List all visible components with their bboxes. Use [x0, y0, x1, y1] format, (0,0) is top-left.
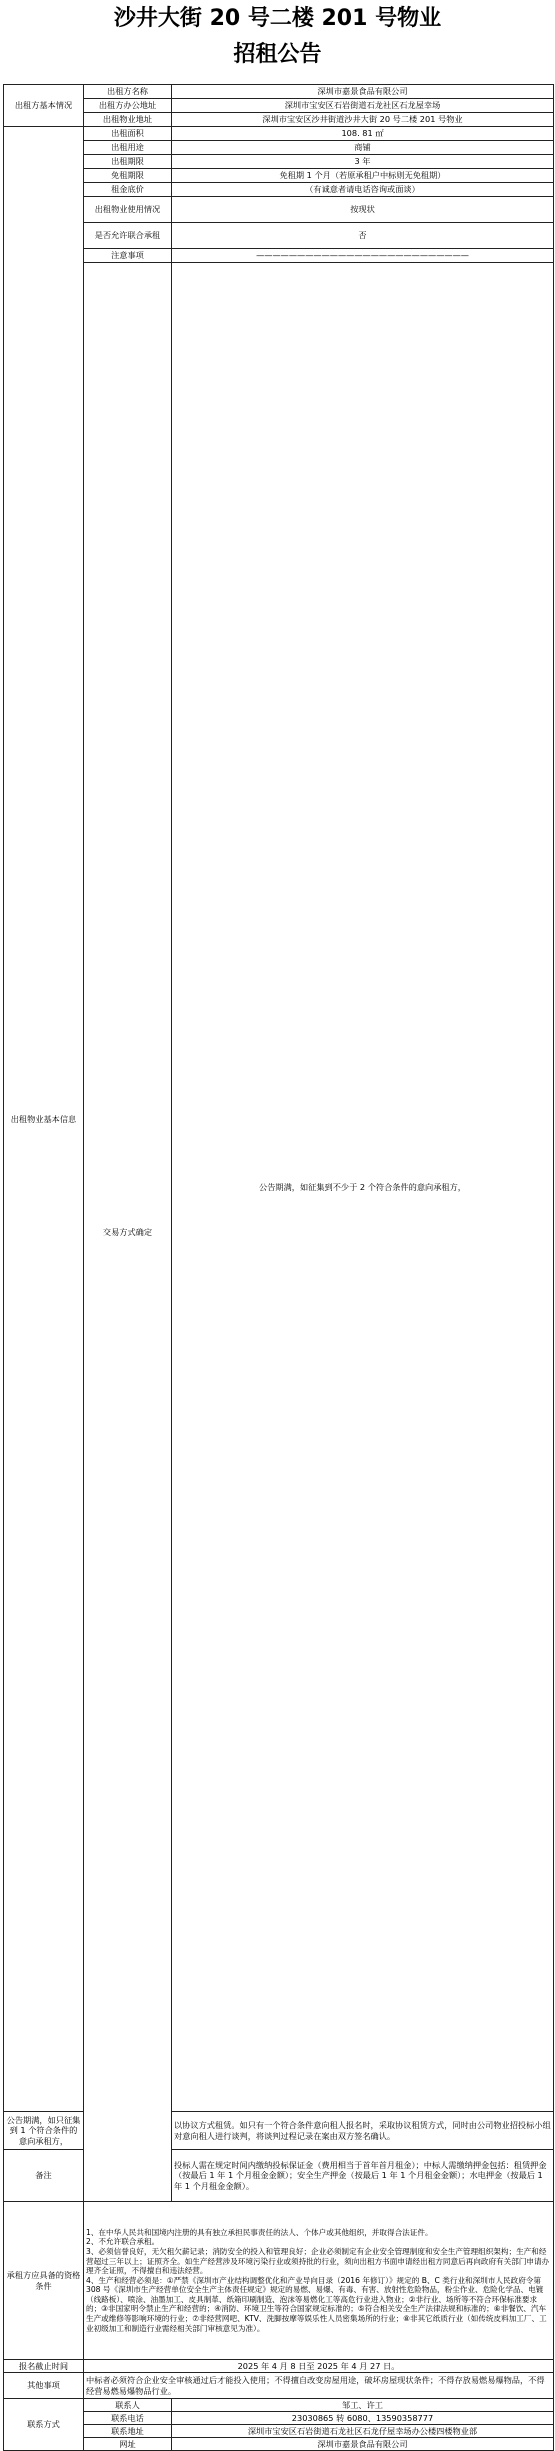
rent-value: （有诚意者请电话咨询或面谈） — [172, 183, 554, 197]
free-period-value: 免租期 1 个月（若原承租户中标则无免租期） — [172, 169, 554, 183]
deadline-text: 2025 年 4 月 8 日至 2025 年 4 月 27 日。 — [84, 2360, 554, 2373]
qualification-section-label: 承租方应具备的资格条件 — [4, 2202, 84, 2360]
property-address: 深圳市宝安区沙井街道沙井大街 20 号二楼 201 号物业 — [172, 113, 554, 127]
status-value: 按现状 — [172, 197, 554, 223]
lessor-office-label: 出租方办公地址 — [84, 99, 172, 113]
term-label: 出租期限 — [84, 155, 172, 169]
property-section-label: 出租物业基本信息 — [4, 127, 84, 2112]
remark-label: 备注 — [4, 2150, 84, 2202]
contact-section-label: 联系方式 — [4, 2399, 84, 2451]
doc-title-line2: 招租公告 — [233, 42, 322, 67]
contact-person: 邹工、许工 — [172, 2399, 554, 2412]
area-label: 出租面积 — [84, 127, 172, 141]
deadline-label: 报名截止时间 — [4, 2360, 84, 2373]
contact-person-label: 联系人 — [84, 2399, 172, 2412]
contact-phone-label: 联系电话 — [84, 2412, 172, 2425]
lessor-name-label: 出租方名称 — [84, 85, 172, 99]
status-label: 出租物业使用情况 — [84, 197, 172, 223]
website-value: 深圳市嘉景食品有限公司 — [172, 2438, 554, 2451]
property-address-label: 出租物业地址 — [84, 113, 172, 127]
notice-table — [3, 84, 554, 2451]
option2-label: 公告期满，如只征集到 1 个符合条件的意向承租方， — [4, 2112, 84, 2150]
free-period-label: 免租期限 — [84, 169, 172, 183]
notes-label: 注意事项 — [84, 249, 172, 263]
option2-text: 以协议方式租赁。如只有一个符合条件意向租人报名时，采取协议租赁方式，同时由公司物业招投标小组对意向租人进行谈判，将谈判过程记录在案由双方签名确认。 — [172, 2112, 554, 2150]
area-value: 108. 81 ㎡ — [172, 127, 554, 141]
option1-label: 公告期满，如征集到不少于 2 个符合条件的意向承租方， — [172, 263, 554, 2112]
transaction-section-label: 交易方式确定 — [84, 263, 172, 2202]
other-matters-label: 其他事项 — [4, 2373, 84, 2399]
notes-value: —————————————————————————— — [172, 249, 554, 263]
lessor-office: 深圳市宝安区石岩街道石龙社区石龙屋幸场 — [172, 99, 554, 113]
contact-address: 深圳市宝安区石岩街道石龙社区石龙仔屋幸场办公楼四楼物业部 — [172, 2425, 554, 2438]
joint-lease-value: 否 — [172, 223, 554, 249]
contact-phone: 23030865 转 6080、13590358777 — [172, 2412, 554, 2425]
contact-address-label: 联系地址 — [84, 2425, 172, 2438]
lessor-section-label: 出租方基本情况 — [4, 85, 84, 127]
website-label: 网址 — [84, 2438, 172, 2451]
rent-label: 租金底价 — [84, 183, 172, 197]
term-value: 3 年 — [172, 155, 554, 169]
joint-lease-label: 是否允许联合承租 — [84, 223, 172, 249]
doc-title-line1: 沙井大街 20 号二楼 201 号物业 — [113, 6, 442, 31]
lessor-name: 深圳市嘉景食品有限公司 — [172, 85, 554, 99]
use-label: 出租用途 — [84, 141, 172, 155]
qualification-text: 1、在中华人民共和国境内注册的具有独立承担民事责任的法人、个体户或其他组织，并取得合法证件。 2、不允许联合承租。 3、必须信誉良好，无欠租欠薪记录；消防安全的投入和管理良好；企业必须制定有企业安全管理制度和安全生产管理组织架构；生产和经营超过三年以上；证照齐全。如生产经营涉及环境污染行业或须持批的行业，须向出租方书面申请经出租方同意后再向政府有关部门申请办理齐全证照，不得擅自和违法经营。 4、生产和经营必须是：①严禁《深圳市产业结构调整优化和产业导向目录（2016 年修订）》规定的 B、C 类行业和深圳市人民政府令第 308 号《深圳市生产经营单位安全生产主体责任规定》规定的易燃、易爆、有毒、有害、放射性危险物品，粉尘作业、危险化学品、电镀（线路板）、喷涂、油墨加工、皮具制革、纸箱印刷制造、泡沫等易燃化工等高危行业进入物业；②非行业、场所等不符合环保标准要求的；③非国家明令禁止生产和经营的；④消防、环境卫生等符合国家规定标准的；⑤符合相关安全生产法律法规和标准的；⑥非餐饮、汽车生产或维修等影响环境的行业；⑦非经营网吧、KTV、洗脚按摩等娱乐性人员密集场所的行业；⑧非其它纸质行业（如传统皮料加工厂、工业初级加工和制造行业需经相关部门审核意见为准）。 — [84, 2202, 554, 2360]
remark-text: 投标人需在规定时间内缴纳投标保证金（费用相当于首年首月租金）；中标人需缴纳押金包括：租赁押金（按最后 1 年 1 个月租金金额）；安全生产押金（按最后 1 年 1 个月租金金额）；水电押金（按最后 1 年 1 个月租金金额）。 — [172, 2150, 554, 2202]
other-matters-text: 中标者必须符合企业安全审核通过后才能投入使用；不得擅自改变房屋用途，破坏房屋现状条件；不得存放易燃易爆物品，不得经营易燃易爆物品行业。 — [84, 2373, 554, 2399]
use-value: 商铺 — [172, 141, 554, 155]
